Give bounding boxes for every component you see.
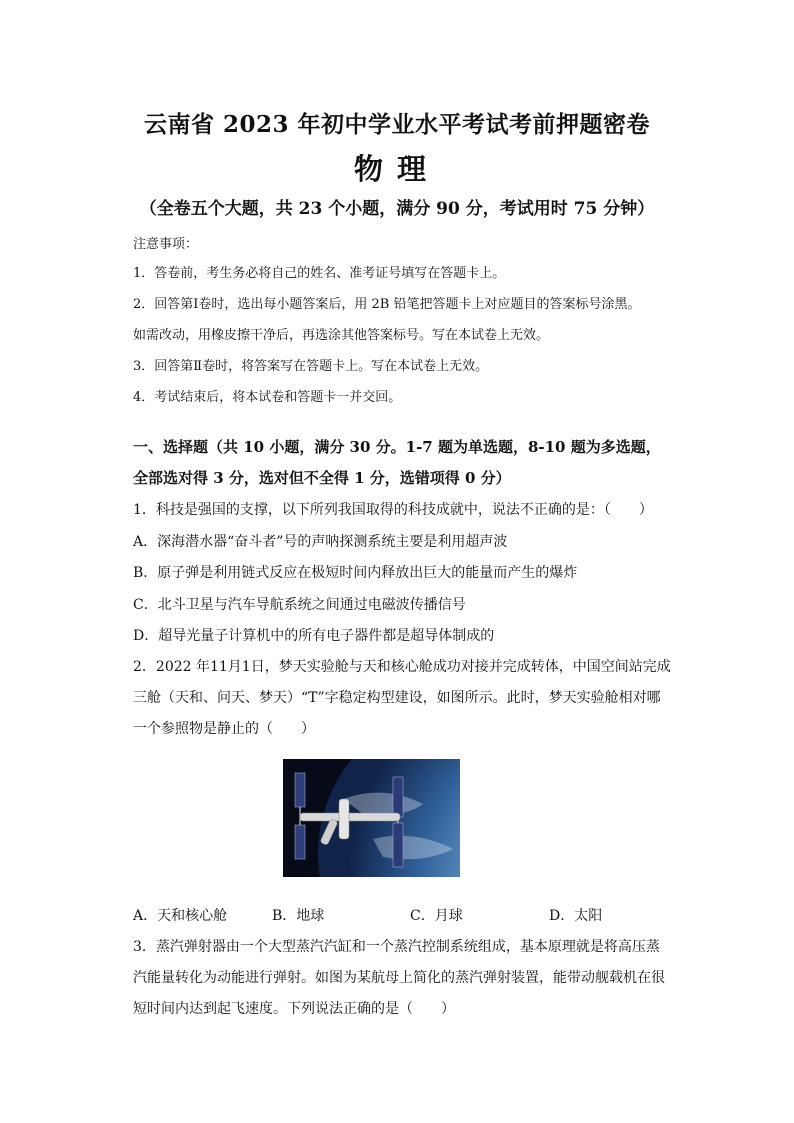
question-stem-line: 2．2022 年11月1日，梦天实验舱与天和核心舱成功对接并完成转体，中国空间站完成: [133, 659, 671, 675]
option-d: D．太阳: [549, 908, 603, 924]
option-a: A．天和核心舱: [133, 908, 228, 924]
note-line: 如需改动，用橡皮擦干净后，再选涂其他答案标号。写在本试卷上无效。: [133, 328, 550, 343]
option-b: B．原子弹是利用链式反应在极短时间内释放出巨大的能量而产生的爆炸: [133, 565, 578, 581]
option-c: C．月球: [410, 908, 463, 924]
section-heading-line: 全部选对得 3 分，选对但不全得 1 分，选错项得 0 分）: [133, 469, 511, 487]
option-d: D．超导光量子计算机中的所有电子器件都是超导体制成的: [133, 628, 495, 644]
option-a: A．深海潜水器“奋斗者”号的声呐探测系统主要是利用超声波: [133, 534, 508, 550]
option-b: B．地球: [272, 908, 325, 924]
note-line: 3．回答第Ⅱ卷时，将答案写在答题卡上。写在本试卷上无效。: [133, 359, 489, 374]
space-station-illustration: [283, 759, 460, 877]
question-stem-line: 短时间内达到起飞速度。下列说法正确的是（ ）: [133, 1001, 455, 1017]
section-heading-line: 一、选择题（共 10 小题，满分 30 分。1-7 题为单选题，8-10 题为多选题，: [133, 438, 661, 456]
question-stem: 1．科技是强国的支撑，以下所列我国取得的科技成就中，说法不正确的是：（ ）: [133, 502, 653, 518]
notes-heading: 注意事项：: [133, 237, 199, 252]
question-stem-line: 3．蒸汽弹射器由一个大型蒸汽汽缸和一个蒸汽控制系统组成，基本原理就是将高压蒸: [133, 939, 660, 955]
subject-title: 物理: [353, 152, 440, 186]
note-line: 1．答卷前，考生务必将自己的姓名、准考证号填写在答题卡上。: [133, 266, 506, 281]
question-stem-line: 汽能量转化为动能进行弹射。如图为某航母上简化的蒸汽弹射装置，能带动舰载机在很: [133, 970, 665, 986]
exam-scope: （全卷五个大题，共 23 个小题，满分 90 分，考试用时 75 分钟）: [139, 199, 655, 219]
option-c: C．北斗卫星与汽车导航系统之间通过电磁波传播信号: [133, 597, 466, 613]
space-station-image: [283, 759, 460, 877]
question-stem-line: 一个参照物是静止的（ ）: [133, 721, 315, 737]
exam-title: 云南省 2023 年初中学业水平考试考前押题密卷: [143, 111, 651, 138]
note-line: 2．回答第Ⅰ卷时，选出每小题答案后，用 2B 铅笔把答题卡上对应题目的答案标号涂黑。: [133, 297, 641, 312]
question-stem-line: 三舱（天和、问天、梦天）“T”字稳定构型建设，如图所示。此时，梦天实验舱相对哪: [133, 690, 661, 706]
note-line: 4．考试结束后，将本试卷和答题卡一并交回。: [133, 390, 402, 405]
